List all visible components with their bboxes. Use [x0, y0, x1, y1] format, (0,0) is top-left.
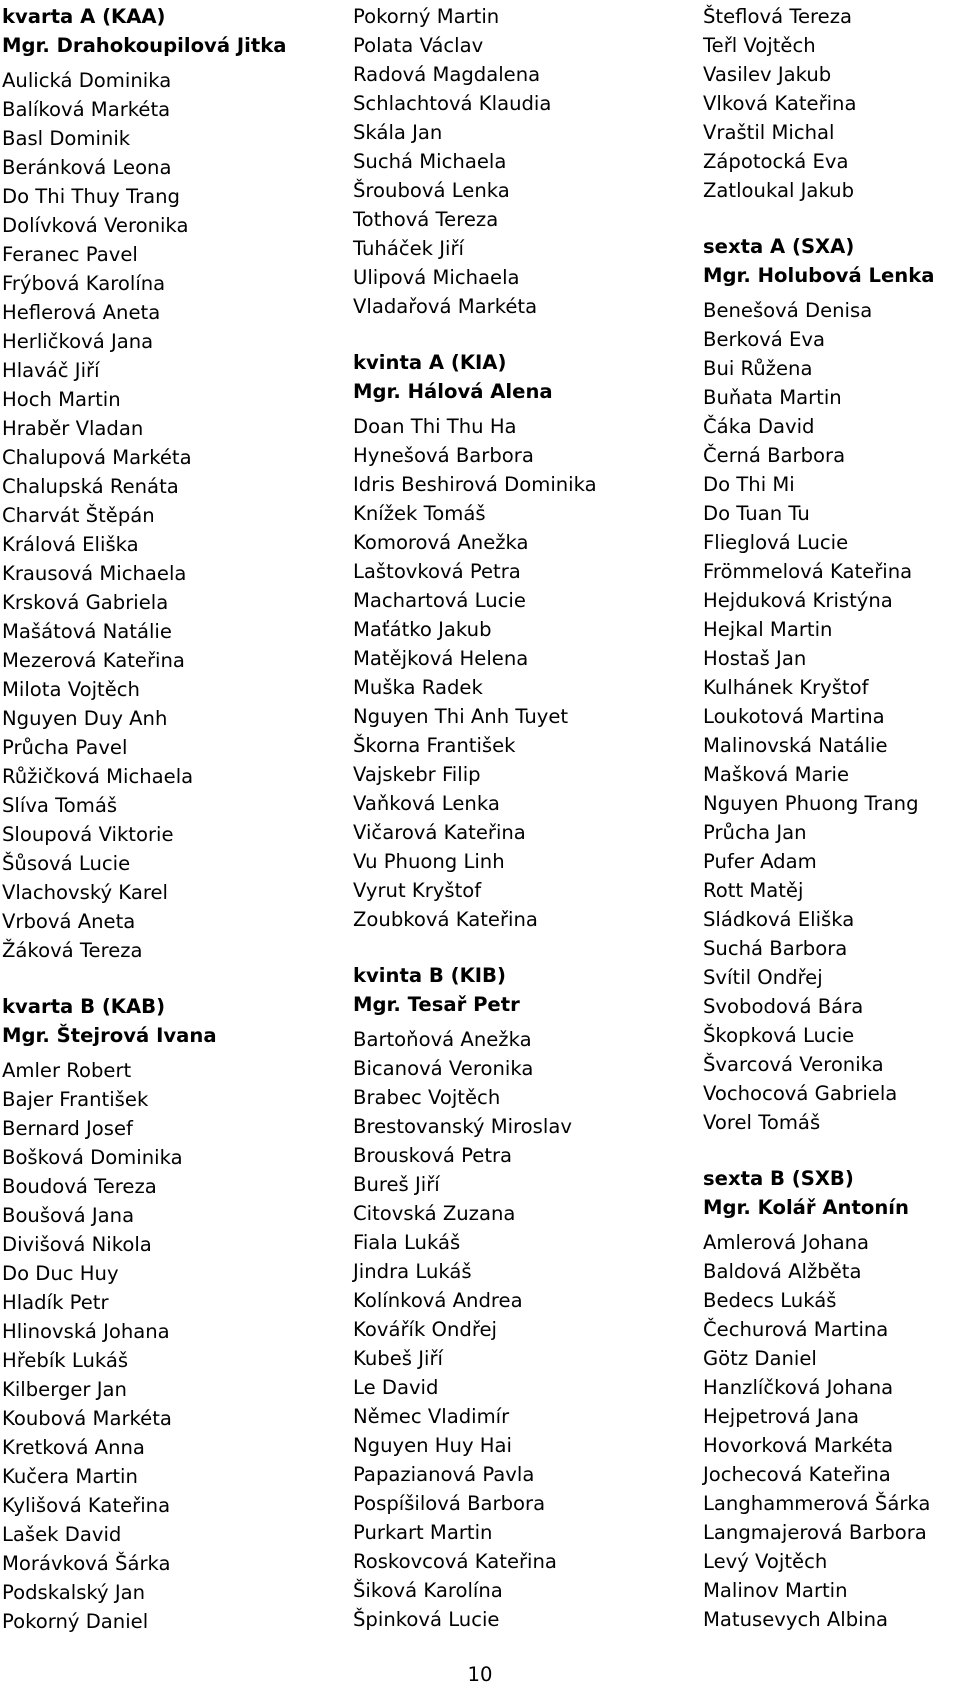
student-name: Heflerová Aneta: [2, 301, 161, 324]
class-block: [2, 992, 314, 1636]
class-teacher: Mgr. Kolář Antonín: [703, 1196, 909, 1219]
student-name: Vaňková Lenka: [353, 792, 500, 815]
student-name: Teřl Vojtěch: [703, 34, 816, 57]
student-name: Maťátko Jakub: [353, 618, 492, 641]
student-name: Doan Thi Thu Ha: [353, 415, 517, 438]
student-name: Kolínková Andrea: [353, 1289, 523, 1312]
student-name: Lašek David: [2, 1523, 122, 1546]
student-name: Zoubková Kateřina: [353, 908, 538, 931]
student-name: Bicanová Veronika: [353, 1057, 534, 1080]
student-name: Idris Beshirová Dominika: [353, 473, 597, 496]
student-name: Aulická Dominika: [2, 69, 172, 92]
student-name: Citovská Zuzana: [353, 1202, 516, 1225]
student-name: Kulhánek Kryštof: [703, 676, 869, 699]
student-name: Laštovková Petra: [353, 560, 521, 583]
student-list: [2, 66, 314, 965]
student-name: Mašátová Natálie: [2, 620, 172, 643]
class-teacher: Mgr. Hálová Alena: [353, 380, 553, 403]
student-name: Hraběr Vladan: [2, 417, 144, 440]
student-name: Do Duc Huy: [2, 1262, 119, 1285]
student-name: Šůsová Lucie: [2, 852, 131, 875]
student-list: [2, 1056, 314, 1636]
student-name: Bajer František: [2, 1088, 149, 1111]
student-name: Baldová Alžběta: [703, 1260, 862, 1283]
student-name: Krsková Gabriela: [2, 591, 169, 614]
student-name: Němec Vladimír: [353, 1405, 510, 1428]
student-name: Frömmelová Kateřina: [703, 560, 913, 583]
student-name: Papazianová Pavla: [353, 1463, 535, 1486]
student-name: Malinov Martin: [703, 1579, 848, 1602]
student-name: Šiková Karolína: [353, 1579, 503, 1602]
student-name: Šroubová Lenka: [353, 179, 510, 202]
student-name: Ulipová Michaela: [353, 266, 520, 289]
student-name: Charvát Štěpán: [2, 504, 155, 527]
student-name: Vasilev Jakub: [703, 63, 832, 86]
student-name: Vajskebr Filip: [353, 763, 481, 786]
student-name: Hostaš Jan: [703, 647, 807, 670]
student-name: Kovářík Ondřej: [353, 1318, 497, 1341]
student-name: Čechurová Martina: [703, 1318, 889, 1341]
student-name: Hlinovská Johana: [2, 1320, 170, 1343]
student-name: Šteflová Tereza: [703, 5, 852, 28]
student-name: Pokorný Martin: [353, 5, 500, 28]
student-name: Chalupská Renáta: [2, 475, 179, 498]
student-name: Vorel Tomáš: [703, 1111, 821, 1134]
student-list: [353, 412, 665, 934]
student-name: Nguyen Phuong Trang: [703, 792, 919, 815]
student-name: Flieglová Lucie: [703, 531, 849, 554]
class-title: sexta A (SXA): [703, 235, 855, 258]
student-name: Kylišová Kateřina: [2, 1494, 171, 1517]
student-name: Kubeš Jiří: [353, 1347, 443, 1370]
student-name: Bureš Jiří: [353, 1173, 440, 1196]
student-name: Herličková Jana: [2, 330, 154, 353]
student-name: Purkart Martin: [353, 1521, 493, 1544]
column-2: [353, 2, 665, 1634]
student-name: Bernard Josef: [2, 1117, 133, 1140]
student-name: Králová Eliška: [2, 533, 139, 556]
student-name: Vlachovský Karel: [2, 881, 168, 904]
student-name: Krausová Michaela: [2, 562, 187, 585]
student-name: Do Tuan Tu: [703, 502, 810, 525]
student-name: Hejkal Martin: [703, 618, 833, 641]
student-name: Roskovcová Kateřina: [353, 1550, 557, 1573]
student-name: Hejduková Kristýna: [703, 589, 893, 612]
student-name: Černá Barbora: [703, 444, 846, 467]
student-name: Mašková Marie: [703, 763, 850, 786]
student-name: Brousková Petra: [353, 1144, 513, 1167]
student-name: Langhammerová Šárka: [703, 1492, 931, 1515]
student-name: Suchá Michaela: [353, 150, 507, 173]
student-name: Vrbová Aneta: [2, 910, 136, 933]
student-name: Beránková Leona: [2, 156, 172, 179]
student-name: Hlaváč Jiří: [2, 359, 100, 382]
class-teacher: Mgr. Holubová Lenka: [703, 264, 935, 287]
class-title: kvinta A (KIA): [353, 351, 507, 374]
student-name: Amler Robert: [2, 1059, 132, 1082]
class-teacher: Mgr. Drahokoupilová Jitka: [2, 34, 287, 57]
student-name: Pufer Adam: [703, 850, 817, 873]
student-name: Jochecová Kateřina: [703, 1463, 891, 1486]
class-block: [2, 2, 314, 965]
class-title: sexta B (SXB): [703, 1167, 854, 1190]
student-name: Kilberger Jan: [2, 1378, 127, 1401]
student-name: Berková Eva: [703, 328, 826, 351]
student-name: Matějková Helena: [353, 647, 529, 670]
student-name: Sloupová Viktorie: [2, 823, 174, 846]
column-1: [2, 2, 314, 1636]
student-name: Žáková Tereza: [2, 939, 143, 962]
student-name: Čáka David: [703, 415, 815, 438]
student-name: Hynešová Barbora: [353, 444, 534, 467]
class-block: [703, 2, 960, 205]
student-name: Průcha Jan: [703, 821, 807, 844]
student-name: Sládková Eliška: [703, 908, 855, 931]
student-name: Fiala Lukáš: [353, 1231, 461, 1254]
class-block: [353, 348, 665, 934]
student-name: Podskalský Jan: [2, 1581, 146, 1604]
student-name: Mezerová Kateřina: [2, 649, 185, 672]
student-name: Feranec Pavel: [2, 243, 138, 266]
student-name: Nguyen Duy Anh: [2, 707, 168, 730]
class-title: kvinta B (KIB): [353, 964, 506, 987]
student-name: Komorová Anežka: [353, 531, 529, 554]
student-name: Bedecs Lukáš: [703, 1289, 837, 1312]
student-name: Hanzlíčková Johana: [703, 1376, 894, 1399]
student-name: Vochocová Gabriela: [703, 1082, 898, 1105]
student-name: Zatloukal Jakub: [703, 179, 855, 202]
student-list: [353, 2, 665, 321]
student-name: Růžičková Michaela: [2, 765, 194, 788]
student-name: Do Thi Mi: [703, 473, 795, 496]
student-name: Basl Dominik: [2, 127, 131, 150]
student-name: Hřebík Lukáš: [2, 1349, 129, 1372]
student-list: [703, 2, 960, 205]
student-list: [703, 296, 960, 1137]
class-block: [353, 2, 665, 321]
student-name: Rott Matěj: [703, 879, 804, 902]
student-name: Nguyen Thi Anh Tuyet: [353, 705, 569, 728]
class-title: kvarta B (KAB): [2, 995, 166, 1018]
student-name: Nguyen Huy Hai: [353, 1434, 512, 1457]
class-teacher: Mgr. Tesař Petr: [353, 993, 520, 1016]
student-name: Amlerová Johana: [703, 1231, 870, 1254]
student-name: Suchá Barbora: [703, 937, 848, 960]
student-name: Balíková Markéta: [2, 98, 171, 121]
student-name: Špinková Lucie: [353, 1608, 500, 1631]
student-name: Knížek Tomáš: [353, 502, 486, 525]
student-name: Langmajerová Barbora: [703, 1521, 927, 1544]
column-3: [703, 2, 960, 1634]
student-name: Hejpetrová Jana: [703, 1405, 860, 1428]
student-name: Matusevych Albina: [703, 1608, 889, 1631]
student-name: Machartová Lucie: [353, 589, 526, 612]
student-name: Benešová Denisa: [703, 299, 873, 322]
page-number: 10: [467, 1663, 493, 1686]
student-name: Vu Phuong Linh: [353, 850, 505, 873]
student-name: Divišová Nikola: [2, 1233, 152, 1256]
student-name: Chalupová Markéta: [2, 446, 192, 469]
student-name: Tuháček Jiří: [353, 237, 464, 260]
student-name: Pospíšilová Barbora: [353, 1492, 546, 1515]
student-name: Jindra Lukáš: [353, 1260, 472, 1283]
student-name: Le David: [353, 1376, 439, 1399]
student-list: [353, 1025, 665, 1634]
student-name: Bošková Dominika: [2, 1146, 183, 1169]
student-name: Malinovská Natálie: [703, 734, 888, 757]
class-block: [353, 961, 665, 1634]
student-name: Koubová Markéta: [2, 1407, 172, 1430]
student-name: Vraštil Michal: [703, 121, 835, 144]
student-name: Průcha Pavel: [2, 736, 128, 759]
student-name: Škorna František: [353, 734, 516, 757]
student-name: Morávková Šárka: [2, 1552, 171, 1575]
class-block: [703, 232, 960, 1137]
student-name: Loukotová Martina: [703, 705, 885, 728]
student-name: Vičarová Kateřina: [353, 821, 526, 844]
student-name: Kučera Martin: [2, 1465, 138, 1488]
student-name: Tothová Tereza: [353, 208, 499, 231]
student-name: Götz Daniel: [703, 1347, 817, 1370]
student-name: Skála Jan: [353, 121, 443, 144]
student-name: Hladík Petr: [2, 1291, 109, 1314]
student-name: Brabec Vojtěch: [353, 1086, 501, 1109]
student-name: Boušová Jana: [2, 1204, 135, 1227]
student-name: Kretková Anna: [2, 1436, 145, 1459]
student-name: Vlková Kateřina: [703, 92, 857, 115]
student-name: Vyrut Kryštof: [353, 879, 482, 902]
student-list: [703, 1228, 960, 1634]
student-name: Švarcová Veronika: [703, 1053, 884, 1076]
student-name: Zápotocká Eva: [703, 150, 849, 173]
student-name: Dolívková Veronika: [2, 214, 189, 237]
student-name: Do Thi Thuy Trang: [2, 185, 180, 208]
student-name: Pokorný Daniel: [2, 1610, 149, 1633]
student-name: Svobodová Bára: [703, 995, 864, 1018]
student-name: Škopková Lucie: [703, 1024, 855, 1047]
class-teacher: Mgr. Štejrová Ivana: [2, 1024, 217, 1047]
student-name: Levý Vojtěch: [703, 1550, 828, 1573]
student-name: Schlachtová Klaudia: [353, 92, 552, 115]
student-name: Polata Václav: [353, 34, 484, 57]
student-name: Bartoňová Anežka: [353, 1028, 532, 1051]
student-name: Buňata Martin: [703, 386, 842, 409]
class-block: [703, 1164, 960, 1634]
student-name: Brestovanský Miroslav: [353, 1115, 572, 1138]
student-name: Milota Vojtěch: [2, 678, 140, 701]
student-name: Hovorková Markéta: [703, 1434, 894, 1457]
student-name: Bui Růžena: [703, 357, 813, 380]
student-name: Boudová Tereza: [2, 1175, 157, 1198]
class-title: kvarta A (KAA): [2, 5, 166, 28]
student-name: Radová Magdalena: [353, 63, 541, 86]
student-name: Svítil Ondřej: [703, 966, 823, 989]
student-name: Hoch Martin: [2, 388, 121, 411]
student-name: Slíva Tomáš: [2, 794, 118, 817]
student-name: Muška Radek: [353, 676, 483, 699]
student-name: Frýbová Karolína: [2, 272, 166, 295]
student-name: Vladařová Markéta: [353, 295, 538, 318]
